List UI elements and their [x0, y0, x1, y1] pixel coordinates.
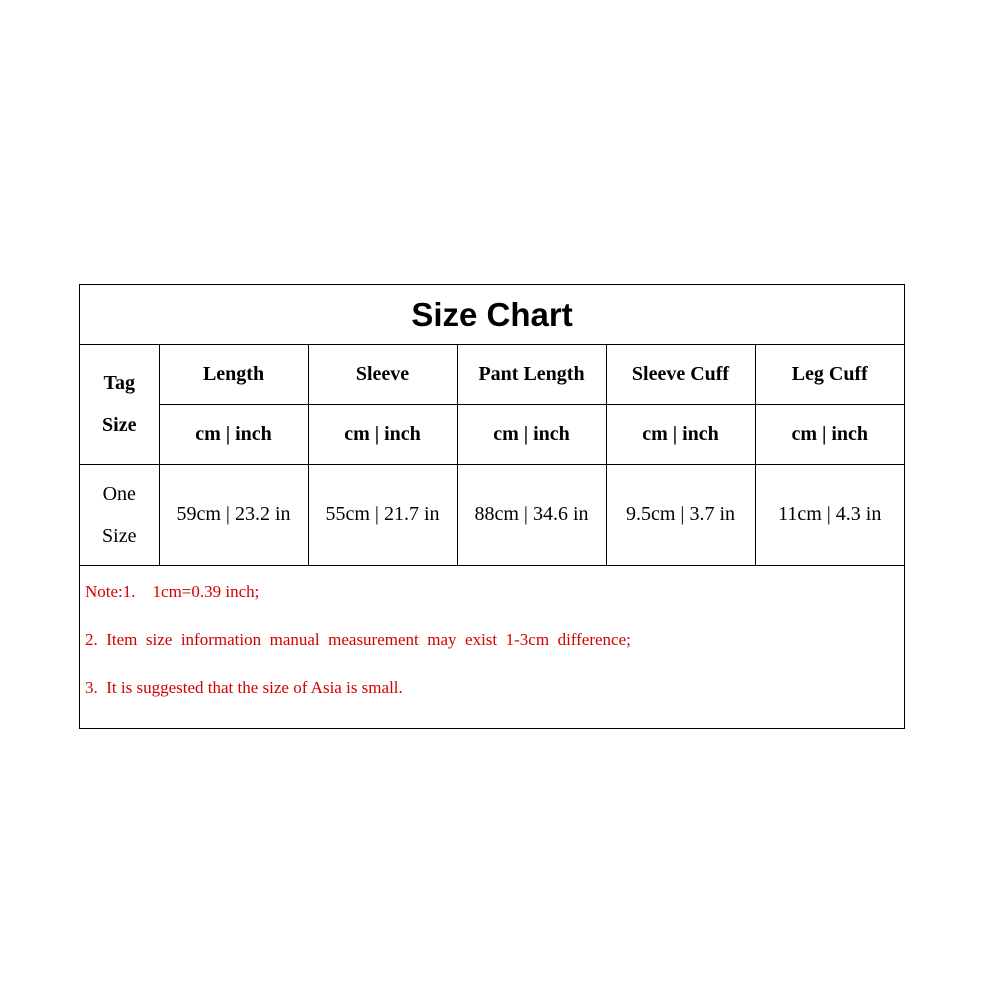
column-header-length: Length — [159, 345, 308, 404]
column-header-leg-cuff: Leg Cuff — [755, 345, 904, 404]
notes-section — [85, 577, 885, 721]
unit-label: cm | inch — [755, 404, 904, 464]
value-sleeve: 55cm | 21.7 in — [308, 464, 457, 565]
table-row — [80, 464, 904, 565]
unit-row — [80, 404, 904, 464]
value-length: 59cm | 23.2 in — [159, 464, 308, 565]
value-leg-cuff: 11cm | 4.3 in — [755, 464, 904, 565]
tag-size-header — [80, 345, 159, 464]
unit-label: cm | inch — [308, 404, 457, 464]
unit-label: cm | inch — [457, 404, 606, 464]
note-3: 3. It is suggested that the size of Asia is small. — [85, 678, 403, 697]
column-header-row — [80, 345, 904, 404]
chart-title: Size Chart — [80, 285, 904, 345]
size-name-line: Size — [102, 524, 137, 547]
unit-label: cm | inch — [159, 404, 308, 464]
value-pant-length: 88cm | 34.6 in — [457, 464, 606, 565]
note-1: Note:1. 1cm=0.39 inch; — [85, 582, 260, 601]
note-2: 2. Item size information manual measurement may exist 1-3cm difference; — [85, 630, 631, 649]
size-table — [80, 345, 904, 566]
size-chart — [79, 284, 905, 729]
column-header-pant-length: Pant Length — [457, 345, 606, 404]
column-header-sleeve: Sleeve — [308, 345, 457, 404]
unit-label: cm | inch — [606, 404, 755, 464]
size-name-cell — [80, 464, 159, 565]
size-name-line: One — [102, 482, 136, 505]
column-header-sleeve-cuff: Sleeve Cuff — [606, 345, 755, 404]
tag-label: Tag — [103, 372, 135, 395]
value-sleeve-cuff: 9.5cm | 3.7 in — [606, 464, 755, 565]
size-label: Size — [102, 414, 137, 437]
